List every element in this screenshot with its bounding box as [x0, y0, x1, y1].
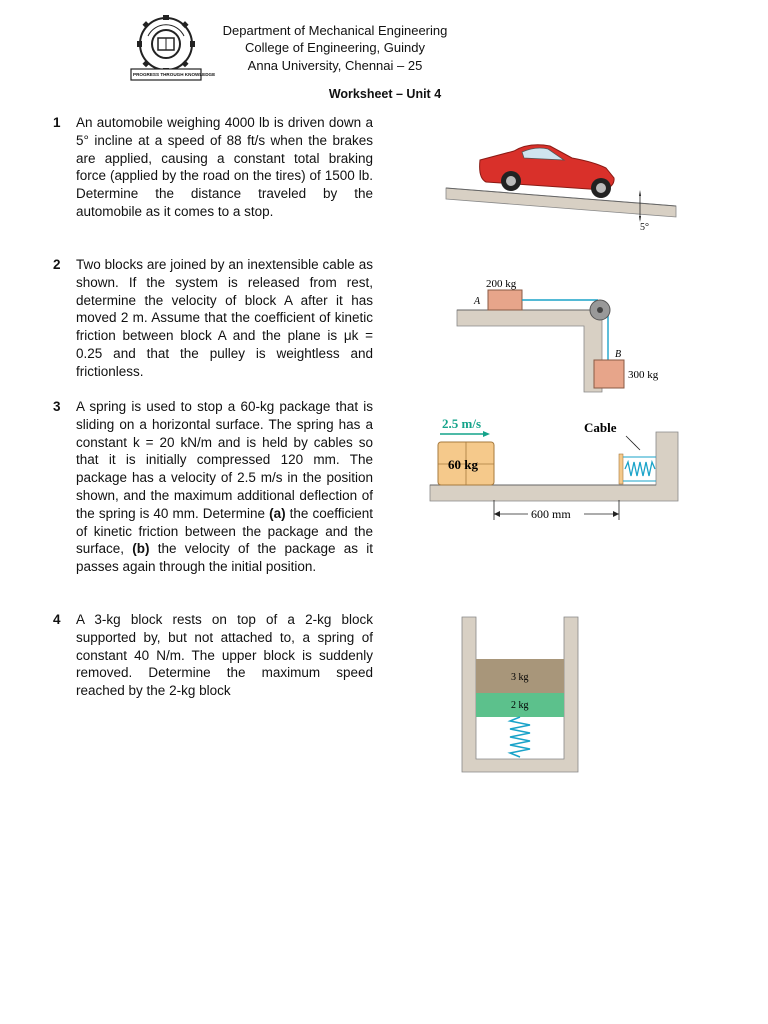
package-mass: 60 kg	[448, 457, 478, 472]
block-b-label: B	[615, 349, 622, 360]
header-department: Department of Mechanical Engineering	[222, 23, 448, 38]
university-logo	[128, 14, 216, 82]
block-a-mass: 200 kg	[486, 278, 517, 290]
distance-label: 600 mm	[531, 507, 571, 521]
block-b-mass: 300 kg	[628, 369, 659, 381]
header-college: College of Engineering, Guindy	[245, 40, 425, 55]
question-2-number: 2	[53, 257, 61, 272]
question-4-text: A 3-kg block rests on top of a 2-kg block supported by, but not attached to, a spring of constant 40 N/m. The upper block is suddenly removed. Determine the maximum speed reached by the 2-kg block	[76, 612, 373, 699]
block-a	[488, 290, 522, 310]
velocity-label: 2.5 m/s	[442, 416, 481, 431]
question-4-number: 4	[53, 612, 61, 627]
spring	[625, 462, 655, 476]
angle-label: 5°	[640, 222, 649, 233]
incline-ramp	[446, 188, 676, 217]
question-3-figure	[428, 410, 682, 528]
lower-block-label: 2 kg	[511, 700, 529, 711]
question-3-number: 3	[53, 399, 61, 414]
worksheet-title: Worksheet – Unit 4	[328, 87, 442, 101]
header-university: Anna University, Chennai – 25	[247, 58, 423, 73]
question-1-text: An automobile weighing 4000 lb is driven down a 5° incline at a speed of 88 ft/s when the brakes are applied, causing a constant total braking force (applied by the road on the tires) of 1500 lb. Determine the distance traveled by the automobile as it comes to a stop.	[76, 115, 373, 219]
upper-block-label: 3 kg	[511, 672, 529, 683]
car-illustration	[480, 145, 614, 198]
question-4-figure	[460, 617, 580, 773]
question-2-text: Two blocks are joined by an inextensible cable as shown. If the system is released from rest, determine the velocity of block A after it has moved 2 m. Assume that the coefficient of kinetic friction between block A and the plane is μk = 0.25 and that the pulley is weightless and frictionless.	[76, 257, 373, 379]
question-1-number: 1	[53, 115, 61, 130]
question-2-figure	[452, 272, 682, 394]
question-3-text: A spring is used to stop a 60-kg package that is sliding on a horizontal surface. The spring has a constant k = 20 kN/m and is held by cables so that it is initially compressed 120 mm. The package has a velocity of 2.5 m/s in the position shown, and the maximum additional deflection of the spring is 40 mm. Determine (a) the coefficient of kinetic friction between the package and the surface, (b) the velocity of the package as it passes again through the initial position.	[76, 399, 373, 575]
question-1-figure	[444, 138, 684, 238]
block-a-label: A	[474, 296, 481, 307]
cable-label: Cable	[584, 420, 617, 435]
block-b	[594, 360, 624, 388]
logo-banner-text: PROGRESS THROUGH KNOWLEDGE	[133, 72, 216, 77]
spring	[510, 717, 530, 757]
